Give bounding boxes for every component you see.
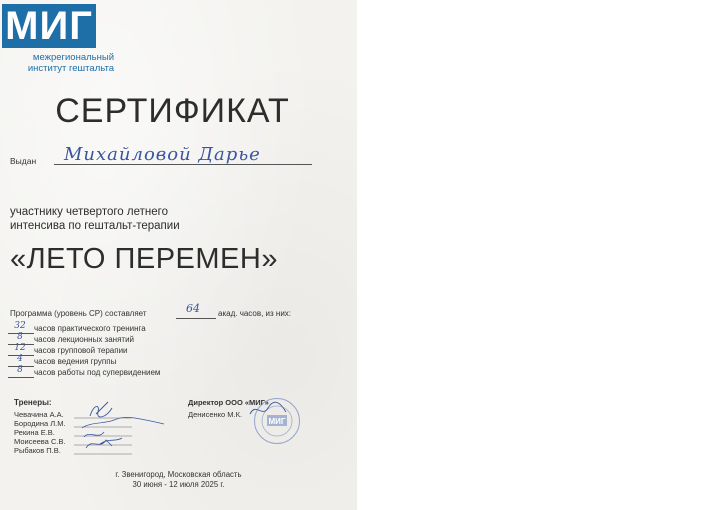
trainer-name: Моисеева С.В. [14, 437, 66, 446]
hours-label: часов ведения группы [34, 357, 117, 366]
trainer-name: Рекина Е.В. [14, 428, 55, 437]
hours-label: часов групповой терапии [34, 346, 128, 355]
program-prefix: Программа (уровень СР) составляет [10, 309, 147, 318]
director-name: Денисенко М.К. [188, 410, 243, 419]
svg-text:МИГ: МИГ [268, 417, 286, 426]
hours-value: 4 [17, 354, 23, 364]
stamp-seal-icon [255, 399, 299, 443]
program-hours-underline [176, 318, 216, 319]
trainer-name: Бородина Л.М. [14, 419, 66, 428]
mig-logo: МИГ [2, 4, 96, 48]
hours-label: часов работы под супервидением [34, 368, 161, 377]
footer-place: г. Звенигород, Московская область [115, 470, 242, 479]
footer-dates: 30 июня - 12 июля 2025 г. [132, 480, 225, 489]
program-suffix: акад. часов, из них: [218, 309, 292, 318]
hours-label: часов лекционных занятий [34, 335, 135, 344]
hours-underline [8, 377, 34, 378]
hours-value: 8 [17, 365, 23, 375]
trainer-name: Рыбаков П.В. [14, 446, 61, 455]
logo-subtitle [4, 53, 114, 74]
hours-value: 8 [17, 332, 23, 342]
participant-line1: участнику четвертого летнего [10, 206, 168, 218]
logo-subtitle-line2: институт гештальта [27, 62, 114, 74]
trainers-heading: Тренеры: [14, 398, 52, 407]
hours-value: 32 [14, 321, 26, 331]
trainer-name: Чевачина А.А. [14, 410, 64, 419]
participant-text [10, 206, 250, 233]
director-heading: Директор ООО «МИГ» [188, 398, 269, 407]
trainer-signatures [60, 398, 180, 458]
logo-subtitle-line1: межрегиональный [32, 52, 114, 63]
certificate-title: СЕРТИФИКАТ [55, 92, 290, 130]
hours-value: 12 [14, 343, 26, 353]
issued-label: Выдан [10, 156, 37, 166]
program-hours: 64 [186, 302, 200, 315]
participant-line2: интенсива по гештальт-терапии [10, 219, 180, 232]
hours-label: часов практического тренинга [34, 324, 146, 333]
organization-stamp [254, 398, 300, 444]
program-name: «ЛЕТО ПЕРЕМЕН» [10, 243, 278, 275]
recipient-name: Михайловой Дарье [64, 144, 261, 165]
